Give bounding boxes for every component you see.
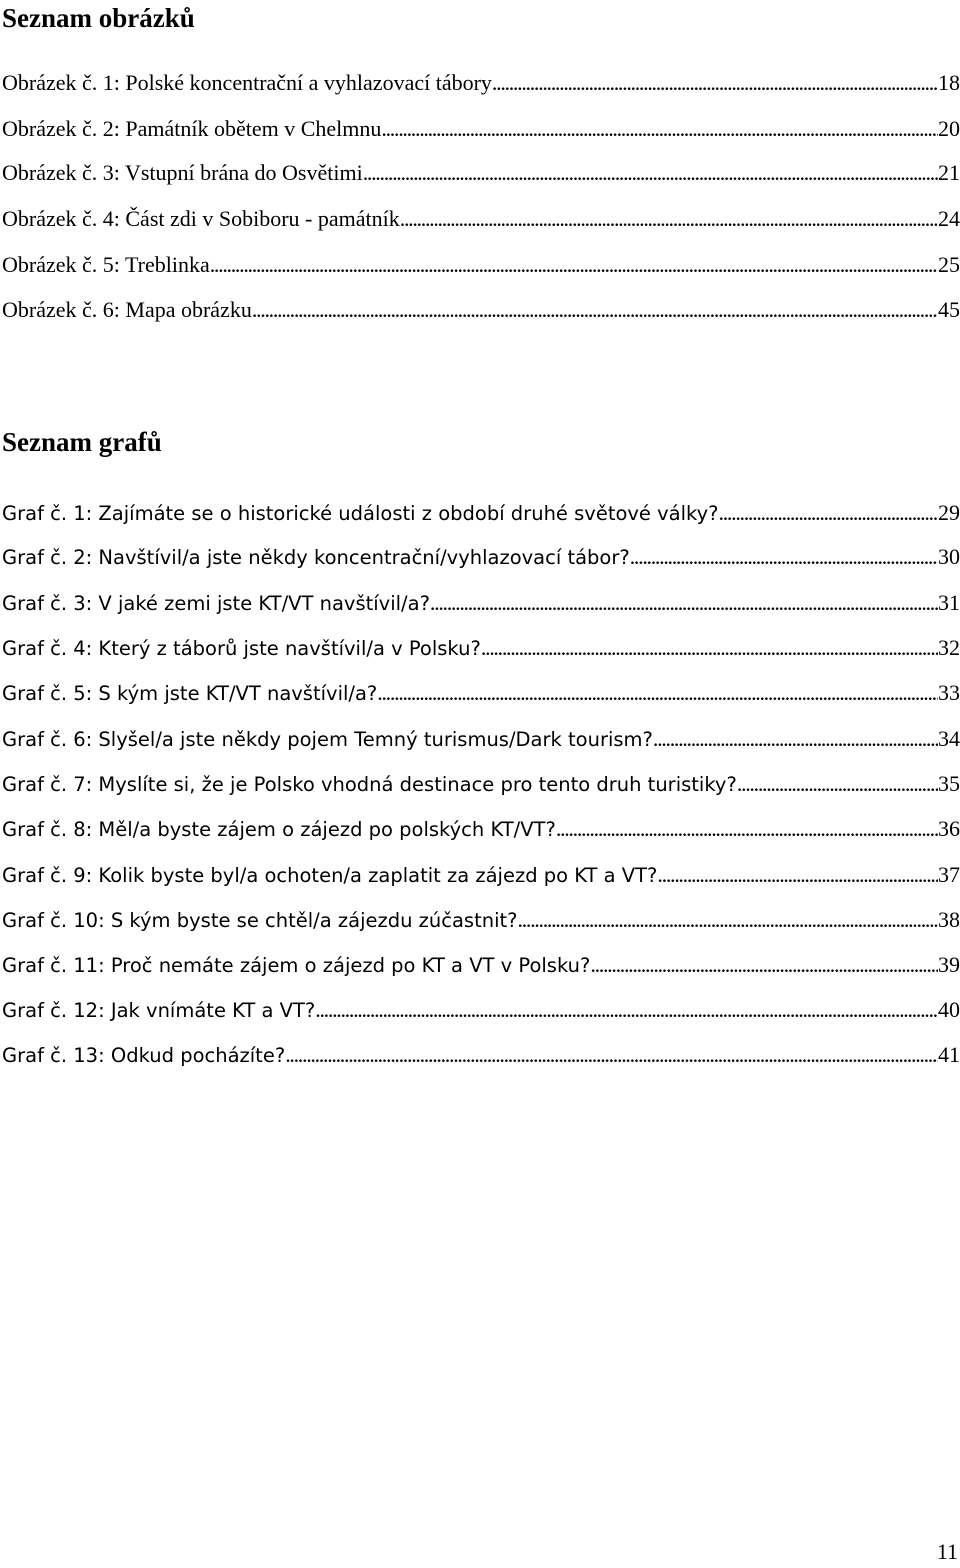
leader-dots — [630, 542, 938, 573]
leader-dots — [430, 588, 938, 619]
entry-page: 21 — [938, 160, 960, 185]
entry-page: 35 — [938, 771, 960, 796]
entry-page: 36 — [938, 816, 960, 841]
entry-page: 30 — [938, 544, 960, 569]
list-item[interactable] — [2, 995, 960, 1025]
leader-dots — [653, 724, 938, 755]
entry-page: 31 — [938, 590, 960, 615]
list-item[interactable] — [2, 68, 960, 98]
entry-label: Graf č. 4: Který z táborů jste navštívil/a v Polsku? — [2, 637, 481, 660]
entry-label: Graf č. 13: Odkud pocházíte? — [2, 1044, 286, 1067]
entry-label: Obrázek č. 2: Památník obětem v Chelmnu — [2, 116, 382, 141]
list-item[interactable] — [2, 1040, 960, 1070]
leader-dots — [315, 995, 938, 1026]
list-item[interactable] — [2, 678, 960, 708]
entry-page: 45 — [938, 297, 960, 322]
leader-dots — [285, 1040, 938, 1071]
list-item[interactable] — [2, 542, 960, 572]
leader-dots — [556, 814, 938, 845]
entry-label: Graf č. 3: V jaké zemi jste KT/VT navštívil/a? — [2, 592, 430, 615]
entry-label: Graf č. 11: Proč nemáte zájem o zájezd po KT a VT v Polsku? — [2, 954, 591, 977]
leader-dots — [737, 769, 938, 800]
list-item[interactable] — [2, 588, 960, 618]
leader-dots — [590, 950, 938, 981]
entry-label: Obrázek č. 1: Polské koncentrační a vyhlazovací tábory — [2, 70, 492, 95]
entry-label: Graf č. 6: Slyšel/a jste někdy pojem Temný turismus/Dark tourism? — [2, 728, 653, 751]
leader-dots — [210, 250, 938, 280]
list-item[interactable] — [2, 498, 960, 528]
leader-dots — [719, 498, 938, 529]
leader-dots — [400, 204, 938, 234]
list-item[interactable] — [2, 724, 960, 754]
entry-page: 34 — [938, 726, 960, 751]
entry-page: 20 — [938, 116, 960, 141]
page-number: 11 — [936, 1539, 958, 1564]
figures-heading: Seznam obrázků — [2, 3, 195, 33]
entry-label: Obrázek č. 4: Část zdi v Sobiboru - památník — [2, 206, 400, 231]
list-item[interactable] — [2, 204, 960, 234]
entry-label: Obrázek č. 5: Treblinka — [2, 252, 210, 277]
entry-page: 41 — [938, 1042, 960, 1067]
entry-page: 37 — [938, 862, 960, 887]
list-item[interactable] — [2, 769, 960, 799]
leader-dots — [377, 678, 938, 709]
list-item[interactable] — [2, 633, 960, 663]
entry-label: Graf č. 1: Zajímáte se o historické události z období druhé světové války? — [2, 502, 719, 525]
entry-label: Graf č. 8: Měl/a byste zájem o zájezd po polských KT/VT? — [2, 818, 556, 841]
leader-dots — [363, 158, 938, 188]
leader-dots — [657, 860, 938, 891]
entry-label: Graf č. 9: Kolik byste byl/a ochoten/a zaplatit za zájezd po KT a VT? — [2, 864, 658, 887]
list-item[interactable] — [2, 950, 960, 980]
graphs-heading: Seznam grafů — [2, 427, 162, 457]
entry-label: Obrázek č. 6: Mapa obrázku — [2, 297, 252, 322]
entry-label: Graf č. 7: Myslíte si, že je Polsko vhodná destinace pro tento druh turistiky? — [2, 773, 737, 796]
list-item[interactable] — [2, 814, 960, 844]
entry-page: 24 — [938, 206, 960, 231]
list-item[interactable] — [2, 114, 960, 144]
entry-page: 33 — [938, 680, 960, 705]
list-item[interactable] — [2, 250, 960, 280]
list-item[interactable] — [2, 860, 960, 890]
entry-label: Graf č. 10: S kým byste se chtěl/a zájezdu zúčastnit? — [2, 909, 518, 932]
list-item[interactable] — [2, 158, 960, 188]
entry-label: Graf č. 12: Jak vnímáte KT a VT? — [2, 999, 316, 1022]
entry-label: Graf č. 5: S kým jste KT/VT navštívil/a? — [2, 682, 378, 705]
entry-label: Obrázek č. 3: Vstupní brána do Osvětimi — [2, 160, 363, 185]
entry-page: 25 — [938, 252, 960, 277]
entry-page: 32 — [938, 635, 960, 660]
leader-dots — [492, 68, 938, 98]
list-item[interactable] — [2, 905, 960, 935]
entry-page: 38 — [938, 907, 960, 932]
leader-dots — [481, 633, 938, 664]
entry-page: 39 — [938, 952, 960, 977]
leader-dots — [518, 905, 939, 936]
entry-page: 40 — [938, 997, 960, 1022]
list-item[interactable] — [2, 295, 960, 325]
leader-dots — [252, 295, 938, 325]
entry-label: Graf č. 2: Navštívil/a jste někdy koncentrační/vyhlazovací tábor? — [2, 546, 630, 569]
leader-dots — [381, 114, 938, 144]
entry-page: 18 — [938, 70, 960, 95]
entry-page: 29 — [938, 500, 960, 525]
